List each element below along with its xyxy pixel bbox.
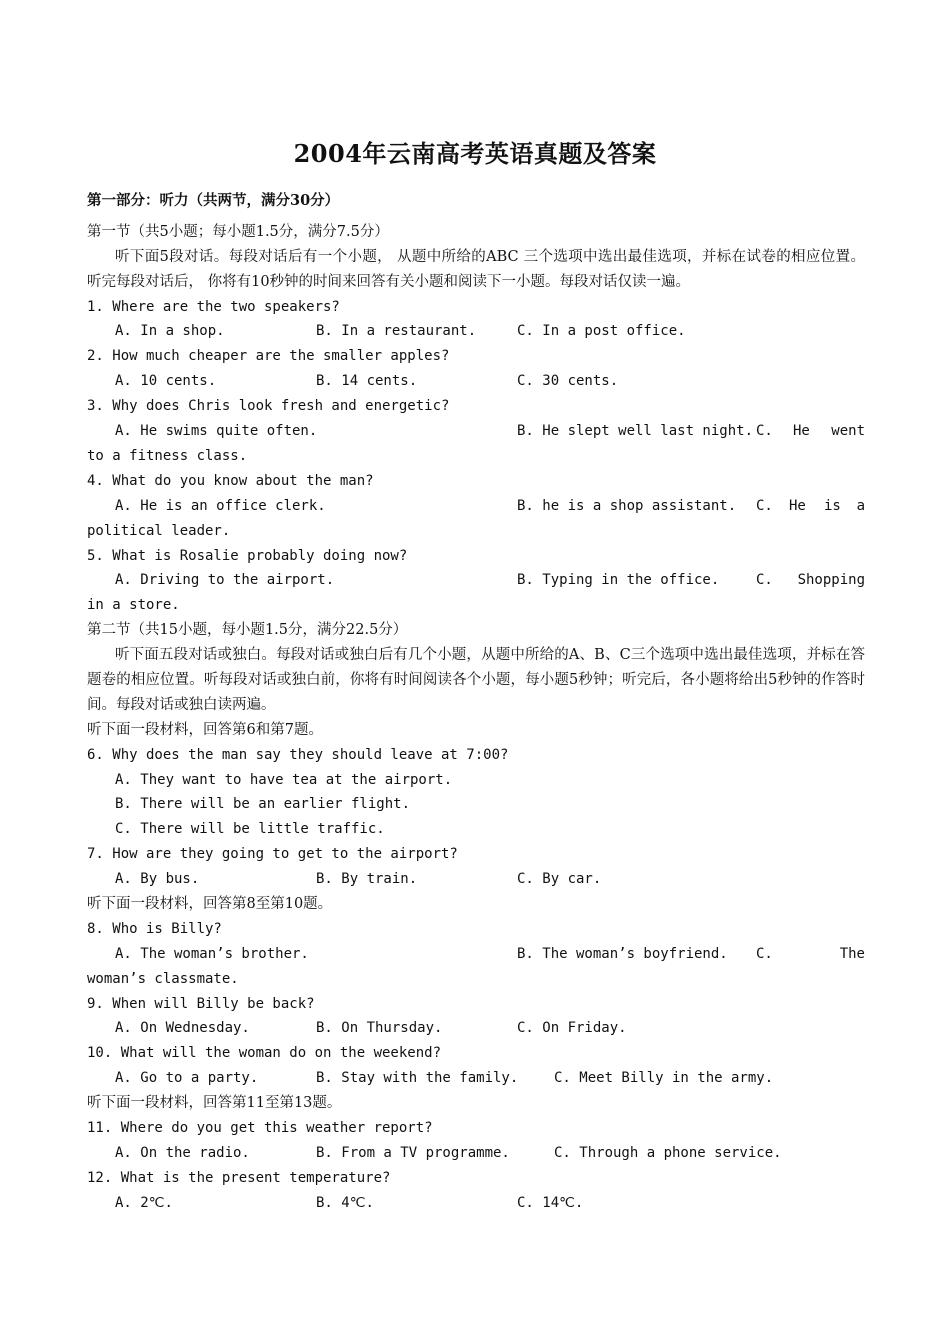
section1-instructions: 听下面5段对话。每段对话后有一个小题， 从题中所给的ABC 三个选项中选出最佳选项，并标在试卷的相应位置。 听完每段对话后， 你将有10秒钟的时间来回答有关小题和阅读下一小题。每段对话仅读一遍。 xyxy=(87,248,865,290)
question-11-options xyxy=(87,1141,865,1166)
option-c: C. 30 cents. xyxy=(517,373,619,390)
option-c: C. Meet Billy in the army. xyxy=(554,1070,774,1087)
question-3: 3. Why does Chris look fresh and energetic? xyxy=(87,398,450,415)
option-c-word: a xyxy=(856,497,865,514)
option-c-label: C. xyxy=(756,945,773,962)
option-c: C. 14℃. xyxy=(517,1194,584,1211)
option-b: B. Typing in the office. xyxy=(517,572,720,589)
option-a: A. Go to a party. xyxy=(115,1070,259,1087)
question-8-option-c-cont: woman’s classmate. xyxy=(87,970,239,987)
option-a: A. On the radio. xyxy=(115,1144,250,1161)
option-c-label: C. xyxy=(756,497,773,514)
option-a: A. 10 cents. xyxy=(115,373,217,390)
question-1: 1. Where are the two speakers? xyxy=(87,298,340,315)
option-b: B. he is a shop assistant. xyxy=(517,497,737,514)
option-a: A. 2℃. xyxy=(115,1194,173,1211)
question-12-options xyxy=(87,1191,865,1216)
part1-heading: 第一部分：听力（共两节，满分30分） xyxy=(87,192,340,209)
option-c-label: C. xyxy=(756,423,773,440)
option-a: A. Driving to the airport. xyxy=(115,572,335,589)
option-b: B. From a TV programme. xyxy=(316,1144,510,1161)
section2-instructions: 听下面五段对话或独白。每段对话或独白后有几个小题，从题中所给的A、B、C三个选项中选出最佳选项，并标在答题卷的相应位置。听每段对话或独白前，你将有时间阅读各个小题，每小题5秒钟；听完后，各小题将给出5秒钟的作答时间。每段对话或独白读两遍。 xyxy=(87,647,865,713)
option-c-word: is xyxy=(824,497,841,514)
option-a: A. By bus. xyxy=(115,871,200,888)
option-a: A. He is an office clerk. xyxy=(115,497,326,514)
option-a: A. He swims quite often. xyxy=(115,423,318,440)
question-8-options xyxy=(87,942,865,967)
section1-heading: 第一节（共5小题；每小题1.5分，满分7.5分） xyxy=(87,223,389,240)
option-c: C. By car. xyxy=(517,871,602,888)
option-a: A. On Wednesday. xyxy=(115,1020,250,1037)
option-b: B. On Thursday. xyxy=(316,1020,443,1037)
option-b: B. 14 cents. xyxy=(316,373,418,390)
option-b: B. He slept well last night. xyxy=(517,423,754,440)
option-c-word: He xyxy=(793,423,810,440)
question-9: 9. When will Billy be back? xyxy=(87,995,315,1012)
option-c-word: Shopping xyxy=(797,572,865,589)
question-5-options xyxy=(87,568,865,593)
question-3-options xyxy=(87,419,865,444)
page-title: 2004年云南高考英语真题及答案 xyxy=(293,139,657,168)
option-a: A. In a shop. xyxy=(115,323,225,340)
question-10: 10. What will the woman do on the weekend? xyxy=(87,1045,442,1062)
section2-heading: 第二节（共15小题，每小题1.5分，满分22.5分） xyxy=(87,622,408,639)
question-7-options xyxy=(87,867,865,892)
question-7: 7. How are they going to get to the airport? xyxy=(87,846,458,863)
question-5: 5. What is Rosalie probably doing now? xyxy=(87,547,408,564)
option-b: B. By train. xyxy=(316,871,418,888)
material-instruction: 听下面一段材料，回答第11至第13题。 xyxy=(87,1095,342,1112)
option-b: B. The woman’s boyfriend. xyxy=(517,945,728,962)
option-c: C. Through a phone service. xyxy=(554,1144,782,1161)
question-4-option-c-cont: political leader. xyxy=(87,522,231,539)
question-4-options xyxy=(87,494,865,519)
material-instruction: 听下面一段材料，回答第6和第7题。 xyxy=(87,721,323,738)
question-4: 4. What do you know about the man? xyxy=(87,472,374,489)
option-b: B. Stay with the family. xyxy=(316,1070,519,1087)
option-b: B. 4℃. xyxy=(316,1194,374,1211)
option-c: C. There will be little traffic. xyxy=(115,821,385,838)
option-c-word: went xyxy=(831,423,865,440)
question-9-options xyxy=(87,1016,865,1041)
question-5-option-c-cont: in a store. xyxy=(87,597,180,614)
exam-content xyxy=(87,189,865,1216)
option-c-word: He xyxy=(789,497,806,514)
question-2-options xyxy=(87,369,865,394)
option-a: A. They want to have tea at the airport. xyxy=(115,771,453,788)
question-3-option-c-cont: to a fitness class. xyxy=(87,447,248,464)
option-c: C. In a post office. xyxy=(517,323,686,340)
option-c: C. On Friday. xyxy=(517,1020,627,1037)
question-12: 12. What is the present temperature? xyxy=(87,1169,391,1186)
question-8: 8. Who is Billy? xyxy=(87,920,222,937)
option-a: A. The woman’s brother. xyxy=(115,945,309,962)
question-6: 6. Why does the man say they should leave at 7:00? xyxy=(87,746,509,763)
question-2: 2. How much cheaper are the smaller apples? xyxy=(87,348,450,365)
option-c-word: The xyxy=(839,945,865,962)
question-1-options xyxy=(87,319,865,344)
question-10-options xyxy=(87,1066,865,1091)
material-instruction: 听下面一段材料，回答第8至第10题。 xyxy=(87,896,333,913)
option-b: B. In a restaurant. xyxy=(316,323,477,340)
option-c-label: C. xyxy=(756,572,773,589)
question-11: 11. Where do you get this weather report? xyxy=(87,1120,433,1137)
option-b: B. There will be an earlier flight. xyxy=(115,796,411,813)
